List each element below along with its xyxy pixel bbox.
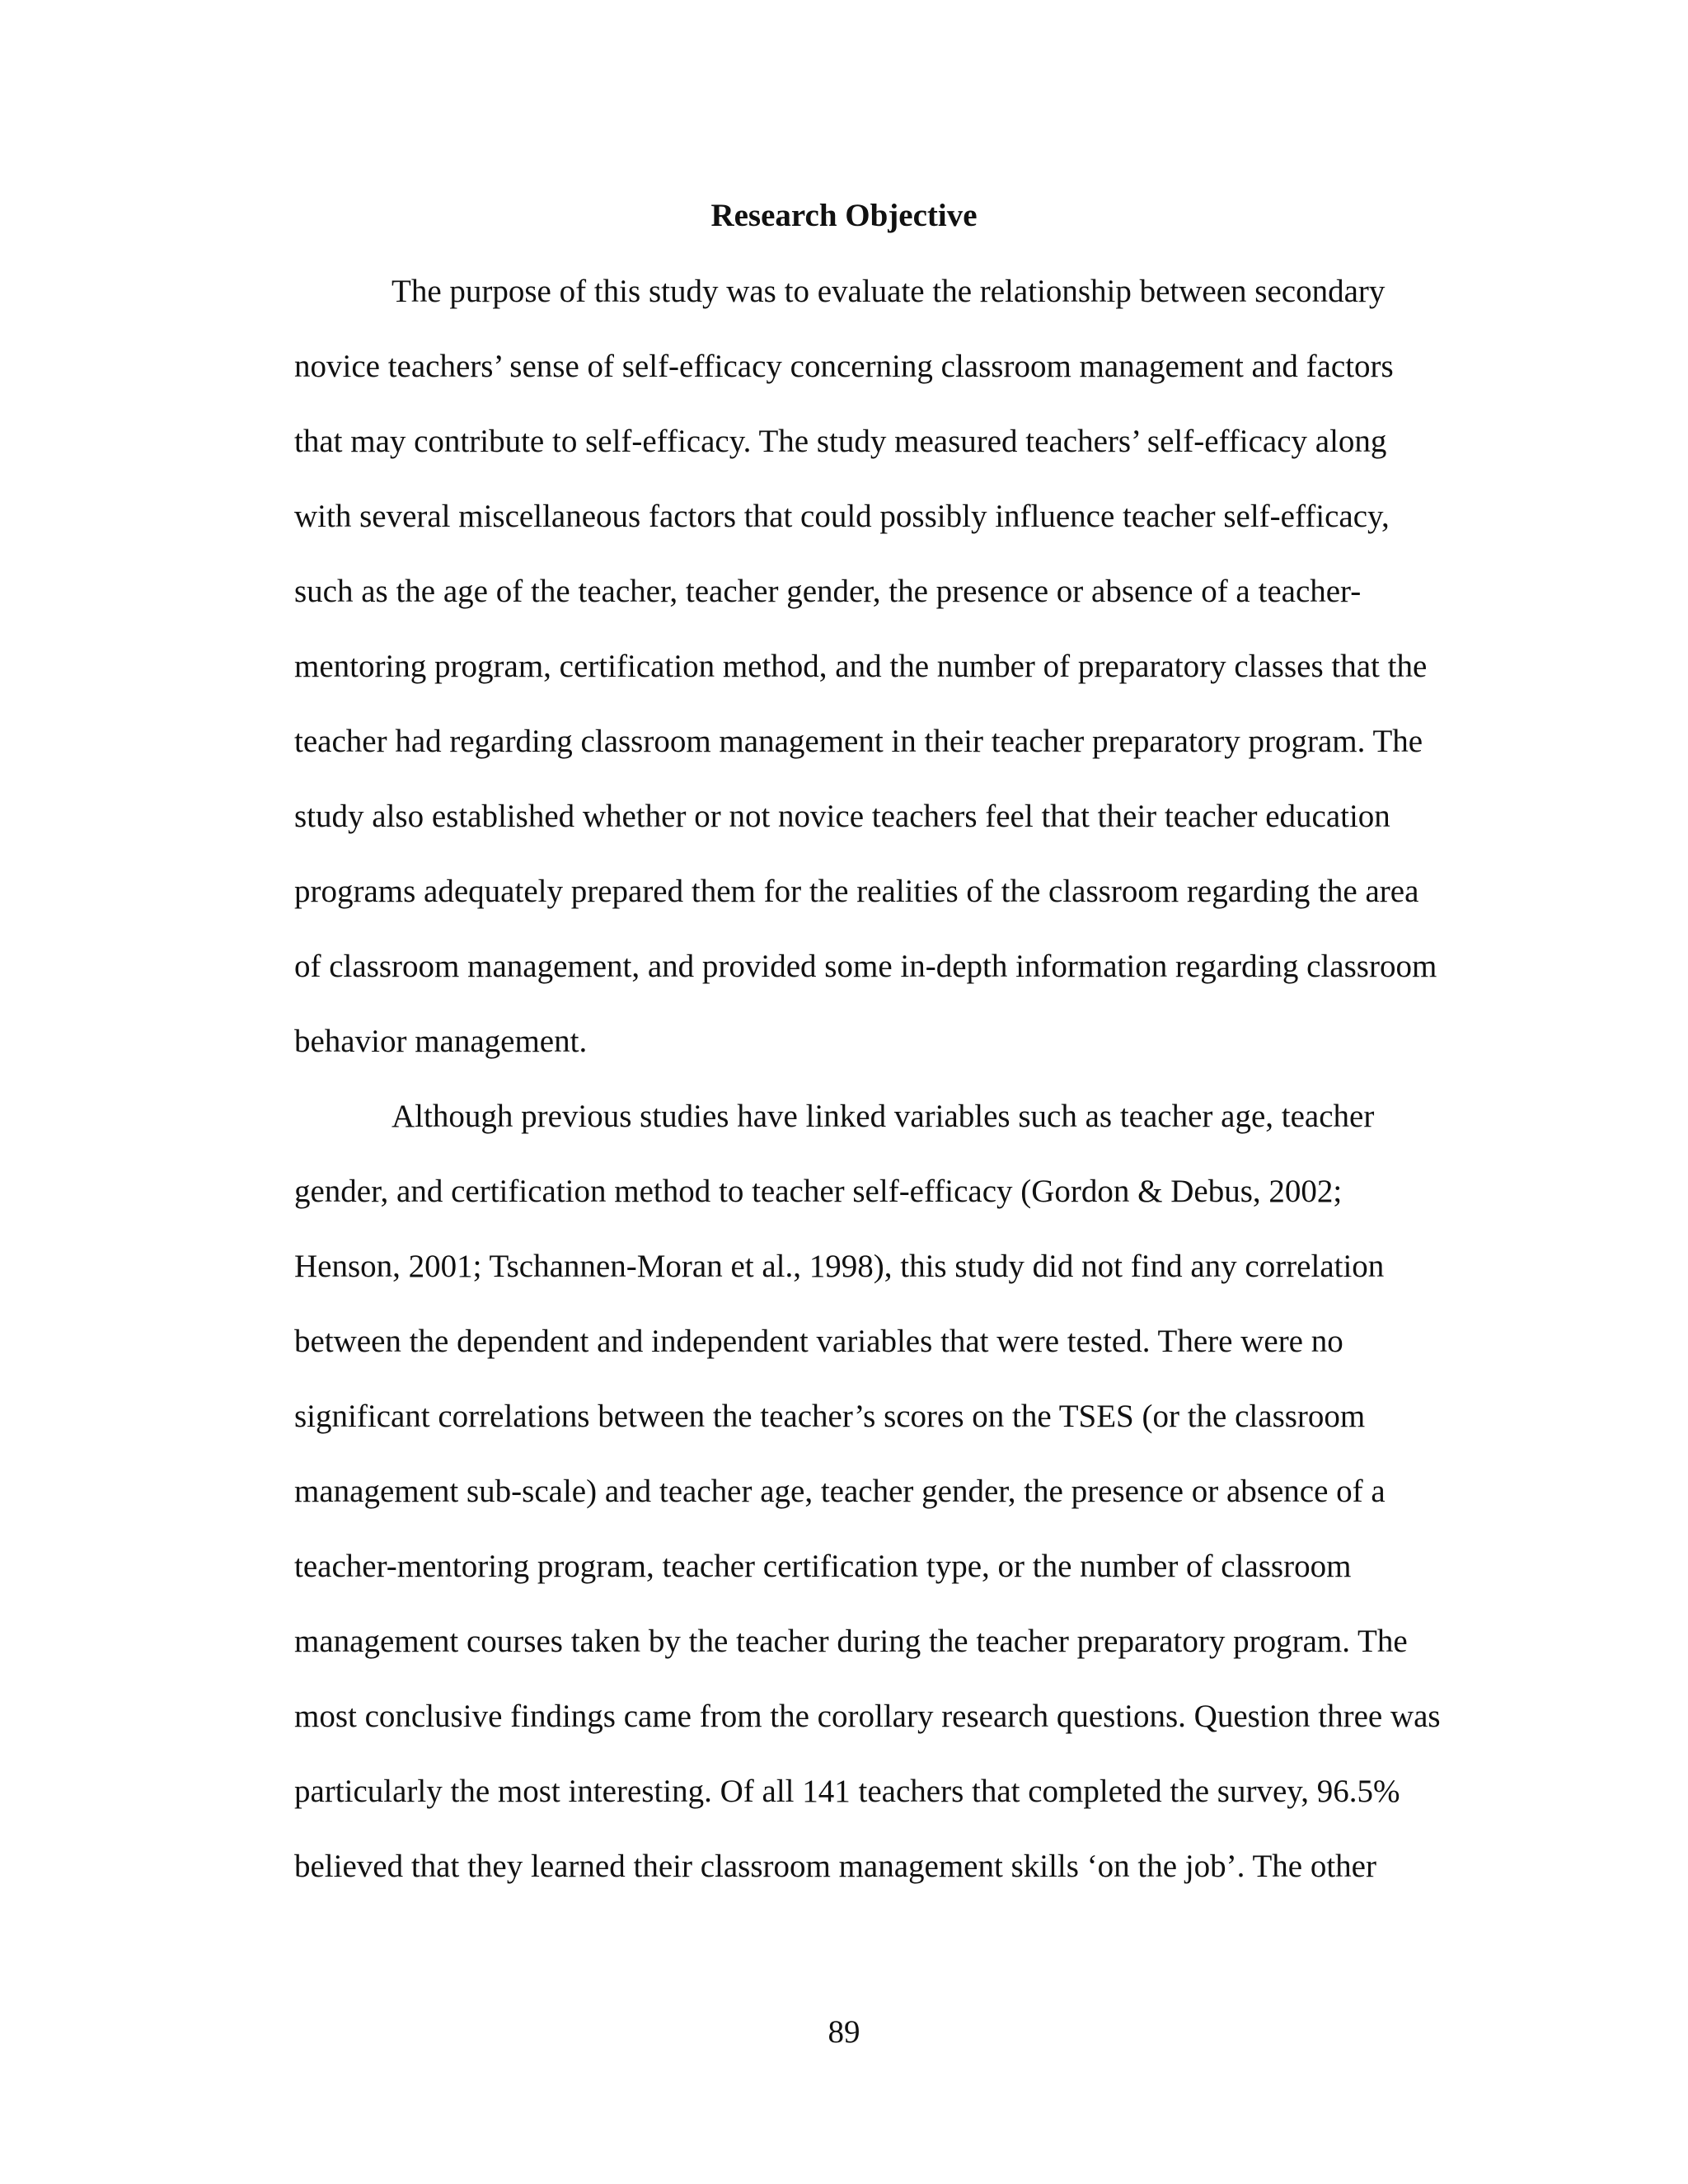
paragraph-2-line-8: management courses taken by the teacher during the teacher preparatory program. The: [294, 1624, 1408, 1659]
paragraph-1-line-3: that may contribute to self-efficacy. The study measured teachers’ self-efficacy along: [294, 424, 1387, 459]
paragraph-2-line-3: Henson, 2001; Tschannen-Moran et al., 1998), this study did not find any correlation: [294, 1249, 1385, 1284]
paragraph-1-line-1: The purpose of this study was to evaluate the relationship between secondary: [392, 274, 1386, 309]
paragraph-1-line-2: novice teachers’ sense of self-efficacy concerning classroom management and factors: [294, 349, 1394, 384]
paragraph-1-line-11: behavior management.: [294, 1024, 588, 1059]
paragraph-2-line-11: believed that they learned their classroom management skills ‘on the job’. The other: [294, 1849, 1376, 1884]
paragraph-1-line-7: teacher had regarding classroom management in their teacher preparatory program. The: [294, 724, 1423, 759]
paragraph-2-line-10: particularly the most interesting. Of all 141 teachers that completed the survey, 96.5%: [294, 1774, 1400, 1809]
page-number: 89: [828, 2014, 860, 2050]
section-heading: Research Objective: [710, 198, 978, 233]
paragraph-2-line-2: gender, and certification method to teacher self-efficacy (Gordon & Debus, 2002;: [294, 1174, 1343, 1209]
paragraph-2-line-7: teacher-mentoring program, teacher certification type, or the number of classroom: [294, 1549, 1352, 1584]
paragraph-1-line-9: programs adequately prepared them for the realities of the classroom regarding the area: [294, 874, 1419, 909]
paragraph-1-line-10: of classroom management, and provided some in-depth information regarding classroom: [294, 949, 1437, 984]
paragraph-2-line-5: significant correlations between the teacher’s scores on the TSES (or the classroom: [294, 1399, 1366, 1434]
paragraph-1-line-6: mentoring program, certification method, and the number of preparatory classes that the: [294, 649, 1428, 684]
paragraph-1-line-5: such as the age of the teacher, teacher gender, the presence or absence of a teacher-: [294, 574, 1362, 609]
paragraph-1-line-8: study also established whether or not novice teachers feel that their teacher education: [294, 799, 1390, 834]
paragraph-2-line-1: Although previous studies have linked variables such as teacher age, teacher: [392, 1099, 1375, 1134]
paragraph-2-line-9: most conclusive findings came from the corollary research questions. Question three was: [294, 1699, 1441, 1734]
paragraph-2-line-6: management sub-scale) and teacher age, teacher gender, the presence or absence of a: [294, 1474, 1386, 1509]
paragraph-2-line-4: between the dependent and independent variables that were tested. There were no: [294, 1324, 1343, 1359]
paragraph-1-line-4: with several miscellaneous factors that could possibly influence teacher self-efficacy,: [294, 499, 1390, 534]
